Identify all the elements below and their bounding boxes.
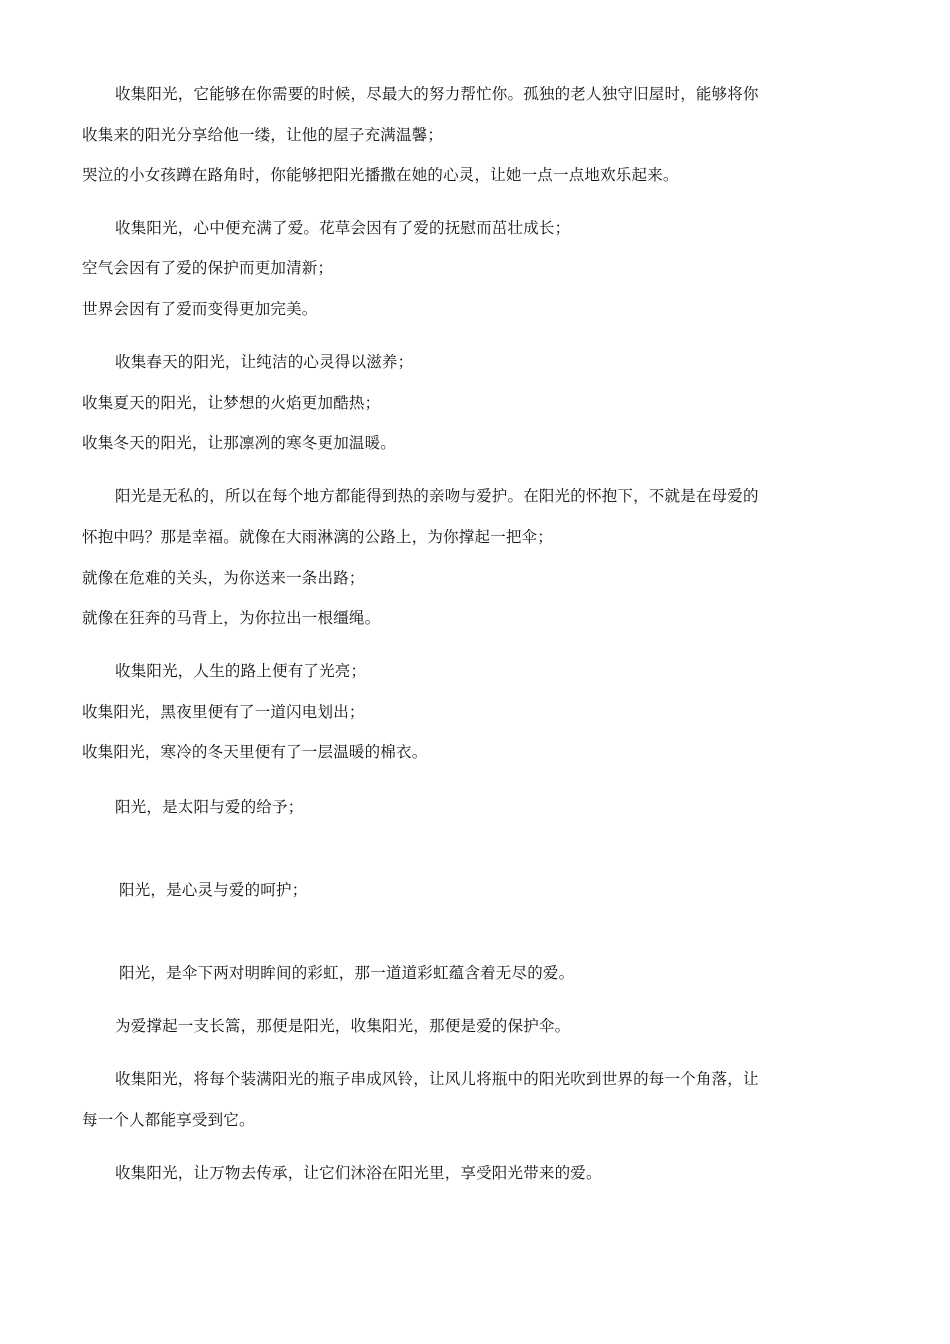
paragraph-9: 为爱撑起一支长篙，那便是阳光，收集阳光，那便是爱的保护伞。 <box>115 1017 571 1035</box>
paragraph-line: 收集阳光，心中便充满了爱。花草会因有了爱的抚慰而茁壮成长； <box>115 219 571 237</box>
paragraph-line: 收集阳光，将每个装满阳光的瓶子串成风铃，让风儿将瓶中的阳光吹到世界的每一个角落，让 <box>115 1070 759 1088</box>
paragraph-line: 收集阳光，人生的路上便有了光亮； <box>115 662 367 680</box>
paragraph-7: 阳光，是心灵与爱的呵护； <box>119 881 308 899</box>
paragraph-line: 收集阳光，它能够在你需要的时候，尽最大的努力帮忙你。孤独的老人独守旧屋时，能够将你 <box>115 85 759 103</box>
paragraph-line: 怀抱中吗？那是幸福。就像在大雨淋漓的公路上，为你撑起一把伞； <box>82 528 554 546</box>
paragraph-line: 空气会因有了爱的保护而更加清新； <box>82 259 334 277</box>
paragraph-line: 阳光是无私的，所以在每个地方都能得到热的亲吻与爱护。在阳光的怀抱下，不就是在母爱的 <box>115 487 759 505</box>
paragraph-11: 收集阳光，让万物去传承，让它们沐浴在阳光里，享受阳光带来的爱。 <box>115 1164 602 1182</box>
paragraph-line: 收集冬天的阳光，让那凛冽的寒冬更加温暖。 <box>82 434 397 452</box>
paragraph-line: 收集夏天的阳光，让梦想的火焰更加酷热； <box>82 394 381 412</box>
paragraph-line: 就像在危难的关头，为你送来一条出路； <box>82 569 365 587</box>
paragraph-line: 就像在狂奔的马背上，为你拉出一根缰绳。 <box>82 609 381 627</box>
paragraph-line: 哭泣的小女孩蹲在路角时，你能够把阳光播撒在她的心灵，让她一点一点地欢乐起来。 <box>82 166 679 184</box>
paragraph-line: 每一个人都能享受到它。 <box>82 1111 255 1129</box>
paragraph-line: 收集来的阳光分享给他一缕，让他的屋子充满温馨； <box>82 126 444 144</box>
paragraph-line: 收集春天的阳光，让纯洁的心灵得以滋养； <box>115 353 414 371</box>
paragraph-8: 阳光，是伞下两对明眸间的彩虹，那一道道彩虹蕴含着无尽的爱。 <box>119 964 575 982</box>
paragraph-6: 阳光，是太阳与爱的给予； <box>115 798 304 816</box>
paragraph-line: 世界会因有了爱而变得更加完美。 <box>82 300 318 318</box>
paragraph-line: 收集阳光，寒冷的冬天里便有了一层温暖的棉衣。 <box>82 743 428 761</box>
paragraph-line: 收集阳光，黑夜里便有了一道闪电划出； <box>82 703 365 721</box>
